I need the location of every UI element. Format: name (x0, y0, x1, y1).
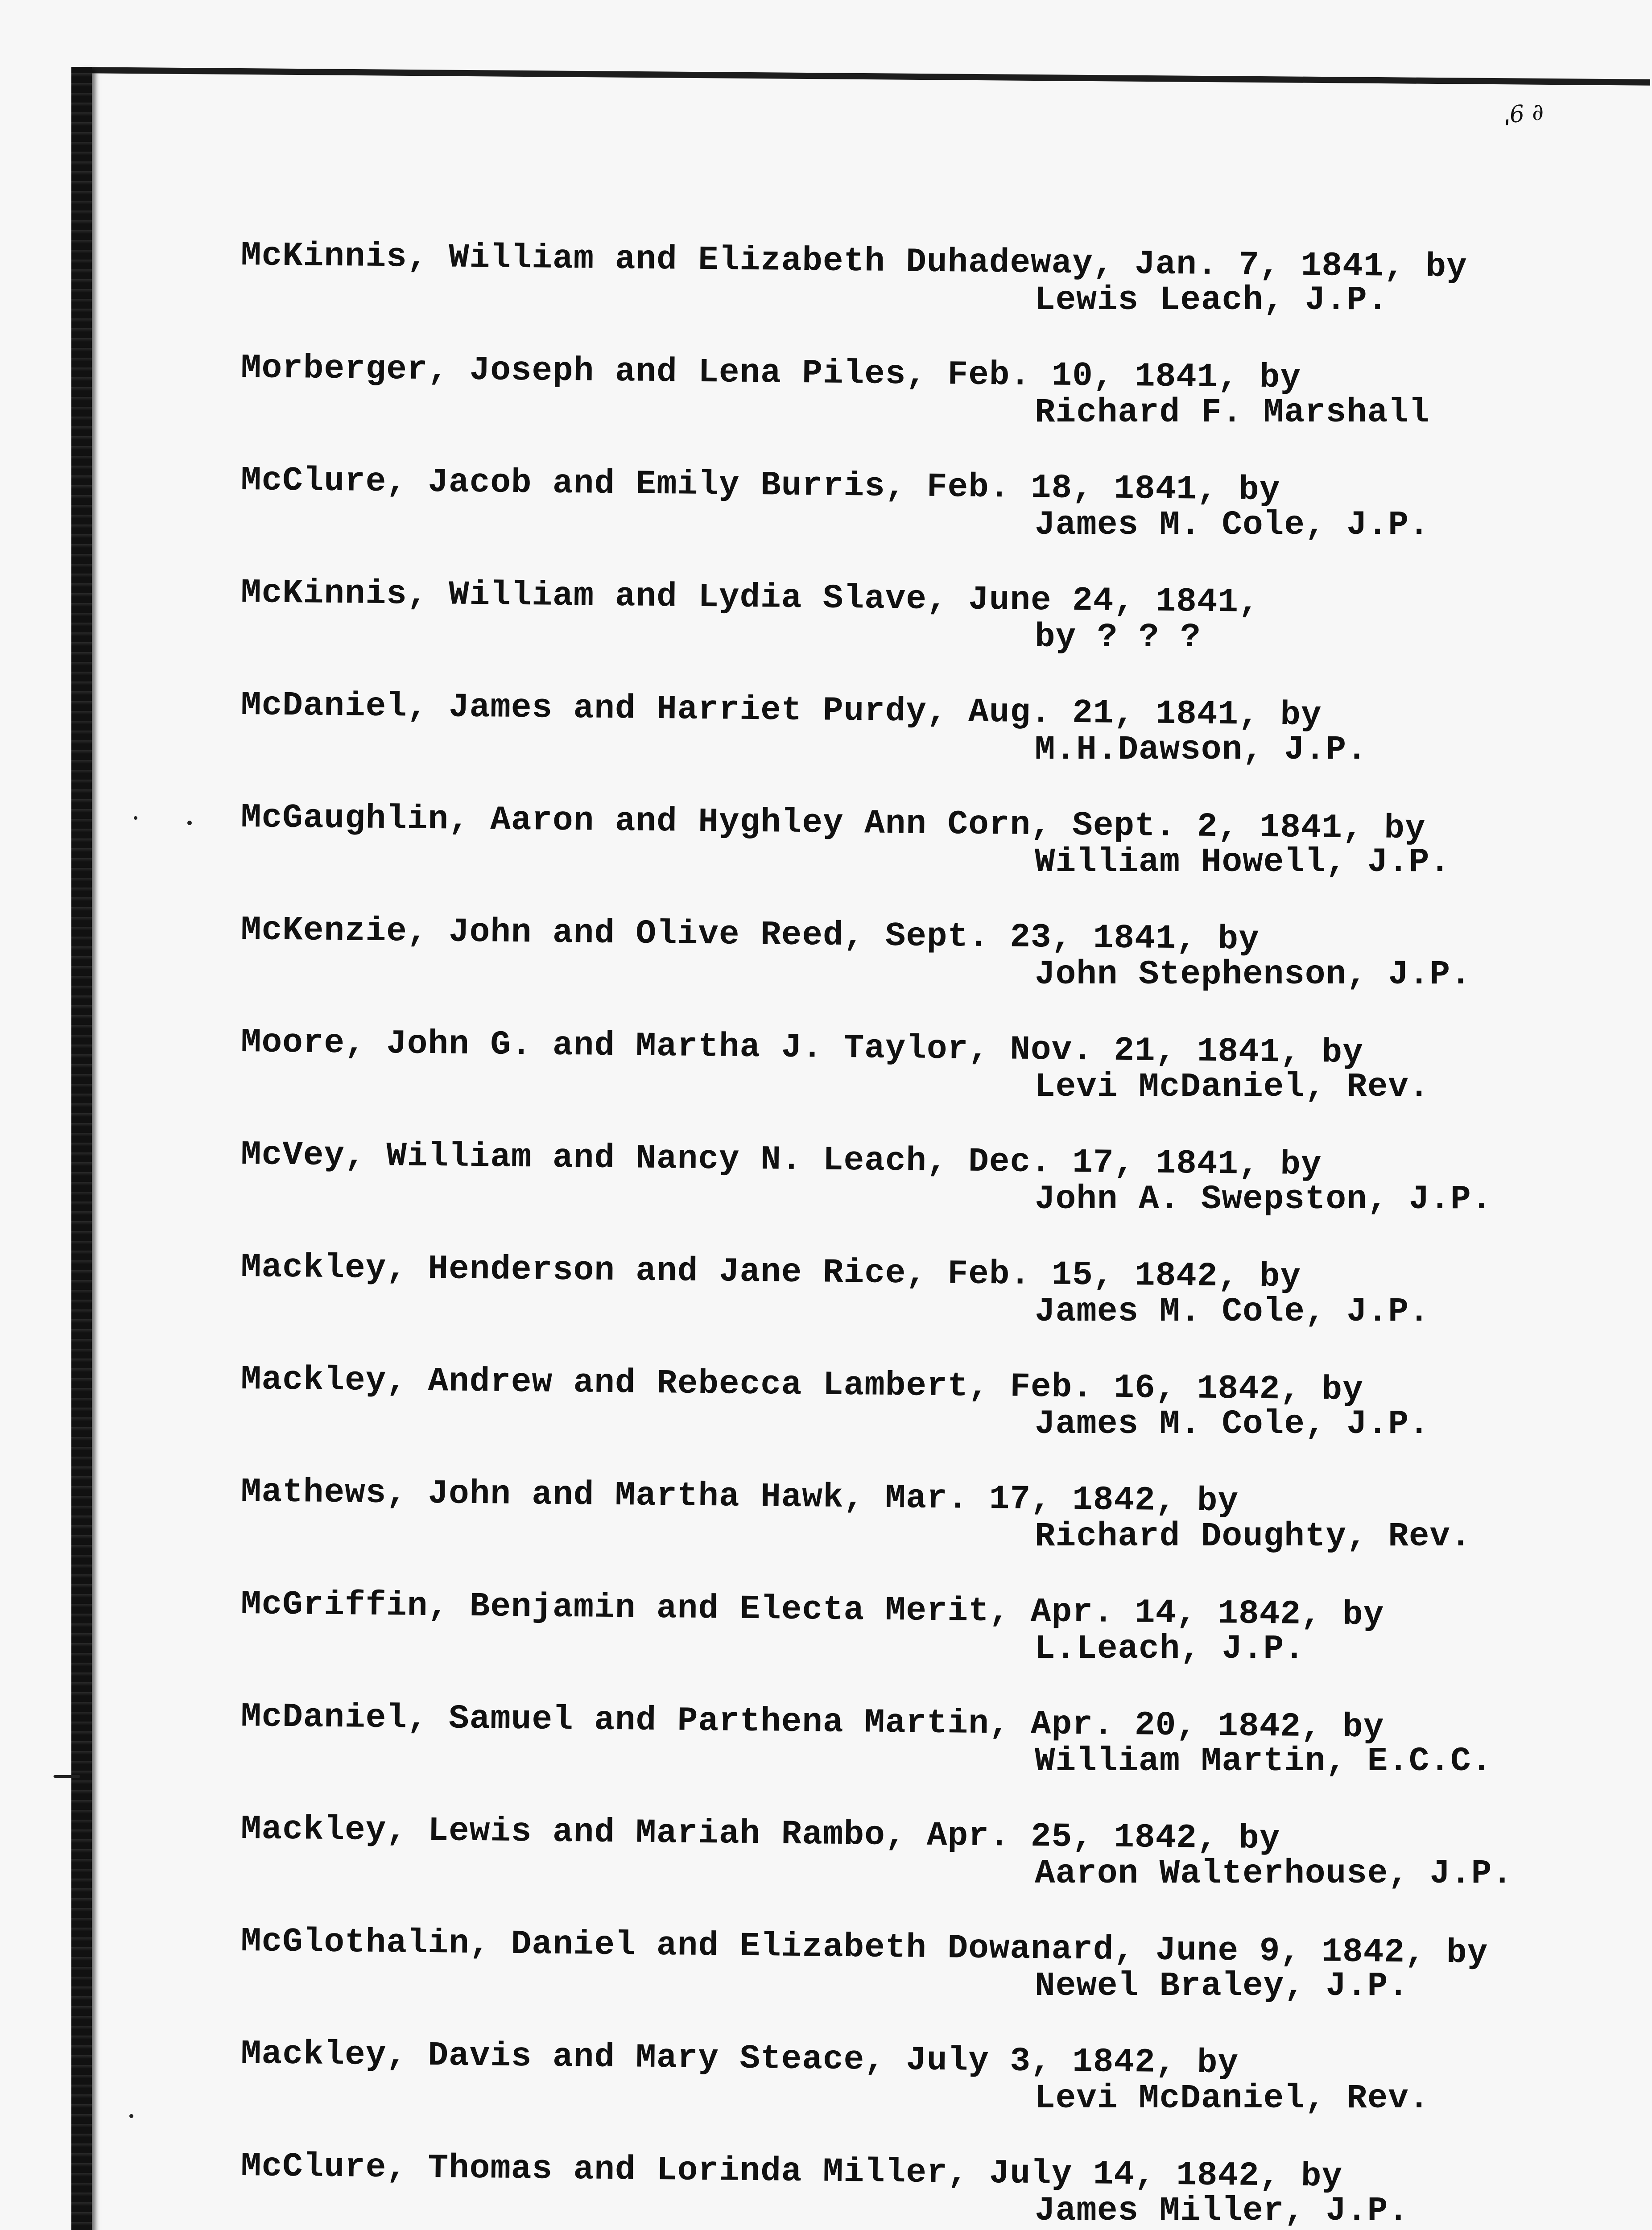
scan-speck (187, 821, 192, 825)
record-names-date: Mackley, Henderson and Jane Rice, Feb. 15, 1842, by (240, 1248, 1301, 1297)
record-names-date: McClure, Thomas and Lorinda Miller, July 14, 1842, by (240, 2147, 1343, 2196)
record-names-date: McDaniel, Samuel and Parthena Martin, Apr. 20, 1842, by (240, 1697, 1384, 1747)
record-officiant: Levi McDaniel, Rev. (1035, 1068, 1430, 1106)
record-names-date: McClure, Jacob and Emily Burris, Feb. 18, 1841, by (240, 461, 1280, 510)
record-officiant: Aaron Walterhouse, J.P. (1035, 1854, 1513, 1893)
record-names-date: McKenzie, John and Olive Reed, Sept. 23, 1841, by (240, 911, 1260, 959)
record-entry (241, 2147, 1623, 2230)
handwritten-page-mark: ˌ6 ∂ (1502, 98, 1545, 129)
scan-speck (54, 1775, 80, 1778)
record-entry (241, 574, 1623, 686)
record-entry (241, 2035, 1623, 2147)
scan-speck (134, 816, 137, 820)
scan-speck (129, 2114, 133, 2118)
record-officiant: L.Leach, J.P. (1035, 1630, 1305, 1668)
record-entry (241, 1136, 1623, 1248)
record-entry (241, 461, 1623, 574)
record-names-date: McGriffin, Benjamin and Electa Merit, Apr. 14, 1842, by (240, 1585, 1384, 1635)
record-entry (241, 349, 1623, 461)
record-entry (241, 911, 1623, 1023)
record-entry (241, 1248, 1623, 1360)
page-top-edge (71, 67, 1650, 86)
record-officiant: James M. Cole, J.P. (1035, 1293, 1430, 1331)
record-entry (241, 1360, 1623, 1473)
record-entry (241, 236, 1623, 349)
record-names-date: Moore, John G. and Martha J. Taylor, Nov. 21, 1841, by (240, 1023, 1364, 1073)
record-names-date: McKinnis, William and Lydia Slave, June 24, 1841, (240, 574, 1260, 622)
record-officiant: John A. Swepston, J.P. (1035, 1180, 1492, 1218)
record-names-date: McDaniel, James and Harriet Purdy, Aug. 21, 1841, by (240, 686, 1322, 735)
record-officiant: Lewis Leach, J.P. (1035, 281, 1388, 319)
record-officiant: Richard F. Marshall (1035, 393, 1430, 432)
record-names-date: Mackley, Andrew and Rebecca Lambert, Feb. 16, 1842, by (240, 1360, 1364, 1410)
marriage-records-list (241, 236, 1623, 2230)
record-names-date: Mackley, Davis and Mary Steace, July 3, 1842, by (240, 2035, 1239, 2083)
record-officiant: by ? ? ? (1035, 618, 1201, 657)
record-officiant: William Martin, E.C.C. (1035, 1742, 1492, 1780)
record-entry (241, 1473, 1623, 1585)
record-entry (241, 1922, 1623, 2035)
record-officiant: Richard Doughty, Rev. (1035, 1517, 1471, 1556)
record-officiant: Newel Braley, J.P. (1035, 1967, 1409, 2005)
record-names-date: Mathews, John and Martha Hawk, Mar. 17, 1842, by (240, 1473, 1239, 1521)
record-names-date: Mackley, Lewis and Mariah Rambo, Apr. 25, 1842, by (240, 1810, 1280, 1858)
record-entry (241, 1585, 1623, 1697)
record-officiant: James M. Cole, J.P. (1035, 506, 1430, 544)
record-entry (241, 686, 1623, 798)
record-entry (241, 1697, 1623, 1810)
record-names-date: McGlothalin, Daniel and Elizabeth Dowanard, June 9, 1842, by (240, 1922, 1488, 1973)
record-officiant: Levi McDaniel, Rev. (1035, 2079, 1430, 2118)
record-names-date: McGaughlin, Aaron and Hyghley Ann Corn, Sept. 2, 1841, by (240, 798, 1426, 848)
record-names-date: McVey, William and Nancy N. Leach, Dec. 17, 1841, by (240, 1136, 1322, 1185)
record-officiant: James Miller, J.P. (1035, 2192, 1409, 2230)
record-officiant: William Howell, J.P. (1035, 843, 1451, 881)
record-officiant: John Stephenson, J.P. (1035, 955, 1471, 994)
record-officiant: M.H.Dawson, J.P. (1035, 731, 1367, 769)
record-names-date: McKinnis, William and Elizabeth Duhadeway, Jan. 7, 1841, by (240, 236, 1468, 287)
record-names-date: Morberger, Joseph and Lena Piles, Feb. 10, 1841, by (240, 349, 1301, 397)
record-entry (241, 1810, 1623, 1922)
record-officiant: James M. Cole, J.P. (1035, 1405, 1430, 1443)
page-left-edge (71, 67, 92, 2230)
record-entry (241, 1023, 1623, 1136)
record-entry (241, 798, 1623, 911)
